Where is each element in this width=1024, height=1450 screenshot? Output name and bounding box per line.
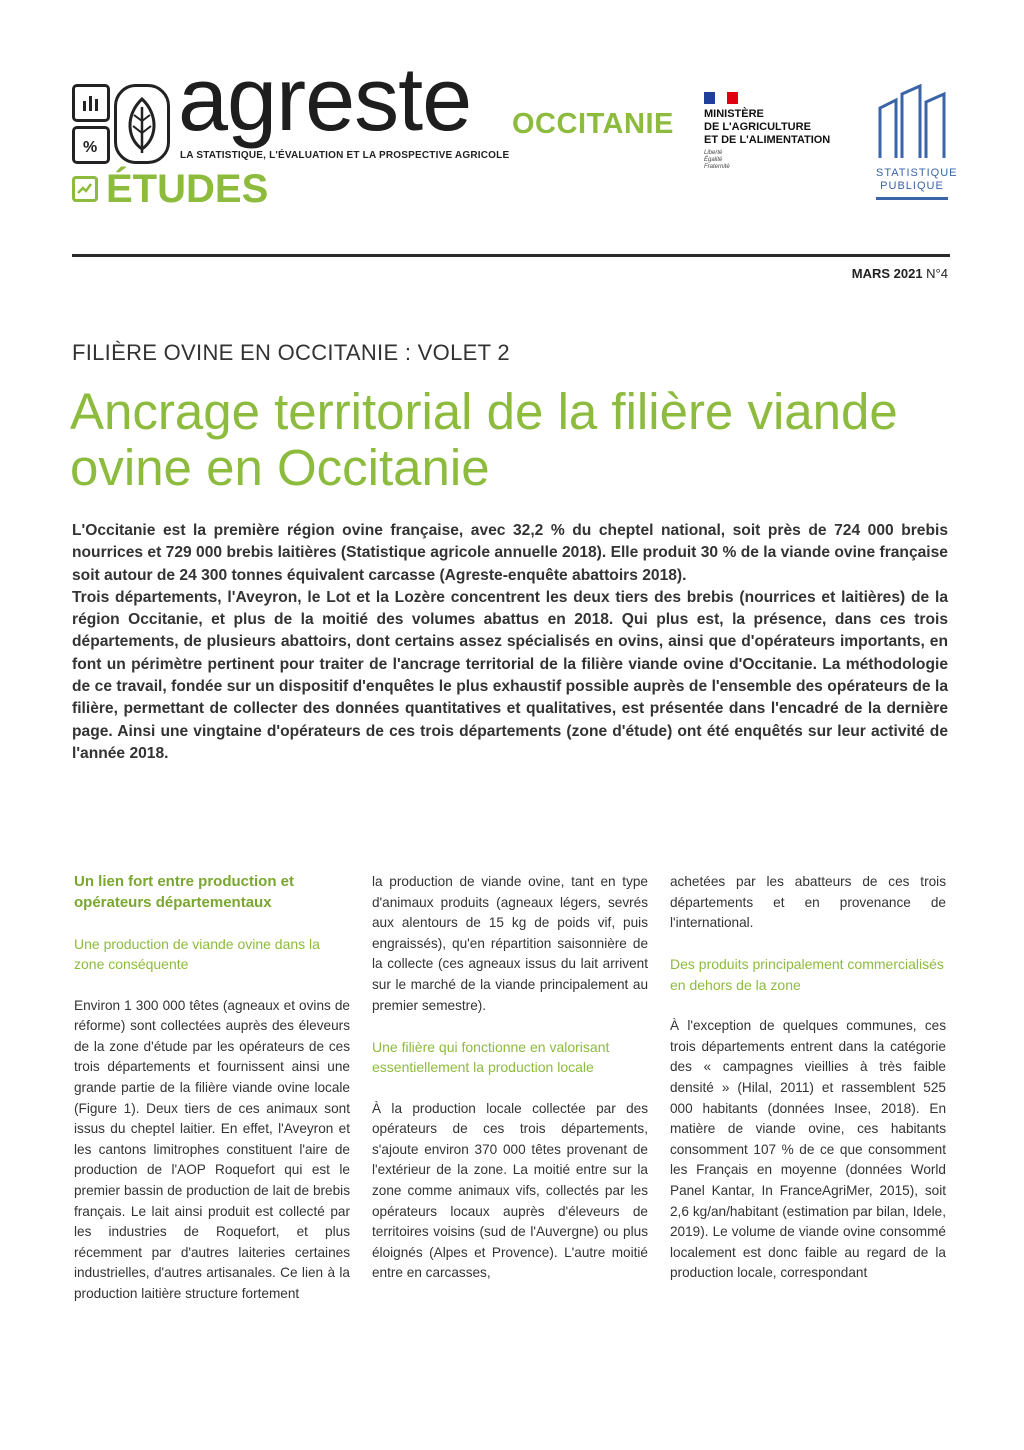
- ministry-name: [704, 108, 864, 147]
- trend-icon: [72, 176, 98, 202]
- ministry-line-1: MINISTÈRE: [704, 108, 764, 120]
- subsection-heading: Des produits principalement commercialisés en dehors de la zone: [670, 956, 944, 993]
- stat-underline: [876, 197, 948, 200]
- body-text: À l'exception de quelques communes, ces trois départements entrent dans la catégorie des « campagnes vieillies à très faible densité » (Hilal, 2011) et rassemblent 525 000 habitants (données Insee, 2018). En matière de viande ovine, ces habitants consomment 107 % de ce que consomment les Français en moyenne (données World Panel Kantar, In FranceAgriMer, 2015), soit 2,6 kg/an/habitant (estimation par bilan, Idele, 2019). Le volume de viande ovine consommé localement est donc faible au regard de la production locale, correspondant: [670, 1018, 946, 1281]
- column-3: [670, 872, 946, 1284]
- stat-label-line-2: PUBLIQUE: [880, 180, 944, 192]
- body-text: la production de viande ovine, tant en type d'animaux produits (agneaux légers, sevrés aux alentours de 15 kg de poids vif, puis engraissés), qu'en répartition saisonnière de la collecte (ces agneaux issus du lait arrivent sur le marché de la viande principalement au premier semestre).: [372, 874, 648, 1013]
- brand-tagline: LA STATISTIQUE, L'ÉVALUATION ET LA PROSPECTIVE AGRICOLE: [180, 150, 510, 161]
- issue-number: N°4: [926, 266, 948, 281]
- section-heading: Un lien fort entre production et opérateurs départementaux: [74, 873, 294, 911]
- article-lead: [72, 520, 948, 765]
- column-2: [372, 872, 648, 1284]
- motto-line-1: Liberté: [704, 150, 723, 156]
- subsection-heading: Une filière qui fonctionne en valorisant essentiellement la production locale: [372, 1038, 610, 1076]
- article-kicker: FILIÈRE OVINE EN OCCITANIE : VOLET 2: [72, 340, 510, 365]
- brand-name: agreste: [178, 50, 472, 150]
- republic-motto: [704, 150, 864, 171]
- statistique-building-icon: [876, 84, 948, 162]
- body-text: À la production locale collectée par des opérateurs de ces trois départements, s'ajoute environ 370 000 têtes provenant de l'extérieur de la zone. La moitié entre sur la zone comme animaux vifs, collectés par les opérateurs locaux auprès d'éleveurs de territoires voisins (sud de l'Auvergne) ou plus éloignés (Alpes et Provence). L'autre moitié entre en carcasses,: [372, 1100, 648, 1281]
- issue-info: [852, 266, 948, 281]
- svg-text:%: %: [83, 139, 98, 156]
- motto-line-2: Égalité: [704, 157, 723, 163]
- series-name: ÉTUDES: [106, 166, 269, 211]
- ministry-line-2: DE L'AGRICULTURE: [704, 121, 811, 133]
- body-text: Environ 1 300 000 têtes (agneaux et ovins de réforme) sont collectées auprès des éleveurs de la zone d'étude par les opérateurs de ces trois départements et fournissent ainsi une grande partie de la filière viande ovine locale (Figure 1). Deux tiers de ces animaux sont issus du cheptel laitier. En effet, l'Aveyron et les cantons limitrophes constituent l'aire de production de l'AOP Roquefort qui est le premier bassin de production de lait de brebis français. Le lait ainsi produit est collecté par les industries de Roquefort, et plus récemment par d'autres laiteries certaines industrielles, d'autres artisanales. Ce lien à la production laitière structure fortement: [74, 997, 350, 1301]
- column-1: [74, 872, 350, 1304]
- ministry-logo: [704, 92, 864, 171]
- article-title: Ancrage territorial de la filière viande ovine en Occitanie: [70, 383, 898, 496]
- ministry-line-3: ET DE L'ALIMENTATION: [704, 134, 831, 146]
- lead-paragraph-1: L'Occitanie est la première région ovine française, avec 32,2 % du cheptel national, soit près de 724 000 brebis nourrices et 729 000 brebis laitières (Statistique agricole annuelle 2018). Elle produit 30 % de la viande ovine française soit autour de 24 300 tonnes équivalent carcasse (Agreste-enquête abattoirs 2018).: [72, 522, 948, 584]
- statistique-publique-label: [876, 167, 958, 193]
- lead-paragraph-2: Trois départements, l'Aveyron, le Lot et la Lozère concentrent les deux tiers des brebis (nourrices et laitières) de la région Occitanie, et plus de la moitié des volumes abattus en 2018. Qui plus est, la présence, dans ces trois départements, de plusieurs abattoirs, dont certains assez spécialisés en ovins, ainsi que d'opérateurs importants, en font un périmètre pertinent pour traiter de l'ancrage territorial de la filière viande ovine d'Occitanie. La méthodologie de ce travail, fondée sur un dispositif d'enquêtes le plus exhaustif possible auprès de l'ensemble des opérateurs de la filière, permettant de collecter des données quantitatives et qualitatives, est présentée dans l'encadré de la dernière page. Ainsi une vingtaine d'opérateurs de ces trois départements (zone d'étude) ont été enquêtés sur leur activité de l'année 2018.: [72, 588, 948, 762]
- percent-icon: [72, 126, 110, 164]
- subsection-heading: Une production de viande ovine dans la zone conséquente: [74, 935, 320, 973]
- leaf-icon: [114, 84, 170, 164]
- header-rule: [72, 254, 950, 257]
- agreste-logo-icons: [72, 80, 168, 176]
- motto-line-3: Fraternité: [704, 164, 730, 170]
- series-label: [72, 166, 268, 212]
- body-text: achetées par les abatteurs de ces trois départements et en provenance de l'international.: [670, 874, 946, 931]
- french-flag-icon: [704, 92, 738, 104]
- issue-date: MARS 2021: [851, 266, 923, 281]
- stat-label-line-1: STATISTIQUE: [876, 167, 958, 179]
- statistique-publique-logo: [876, 84, 958, 208]
- bar-chart-icon: [72, 84, 110, 122]
- region-label: OCCITANIE: [512, 108, 674, 140]
